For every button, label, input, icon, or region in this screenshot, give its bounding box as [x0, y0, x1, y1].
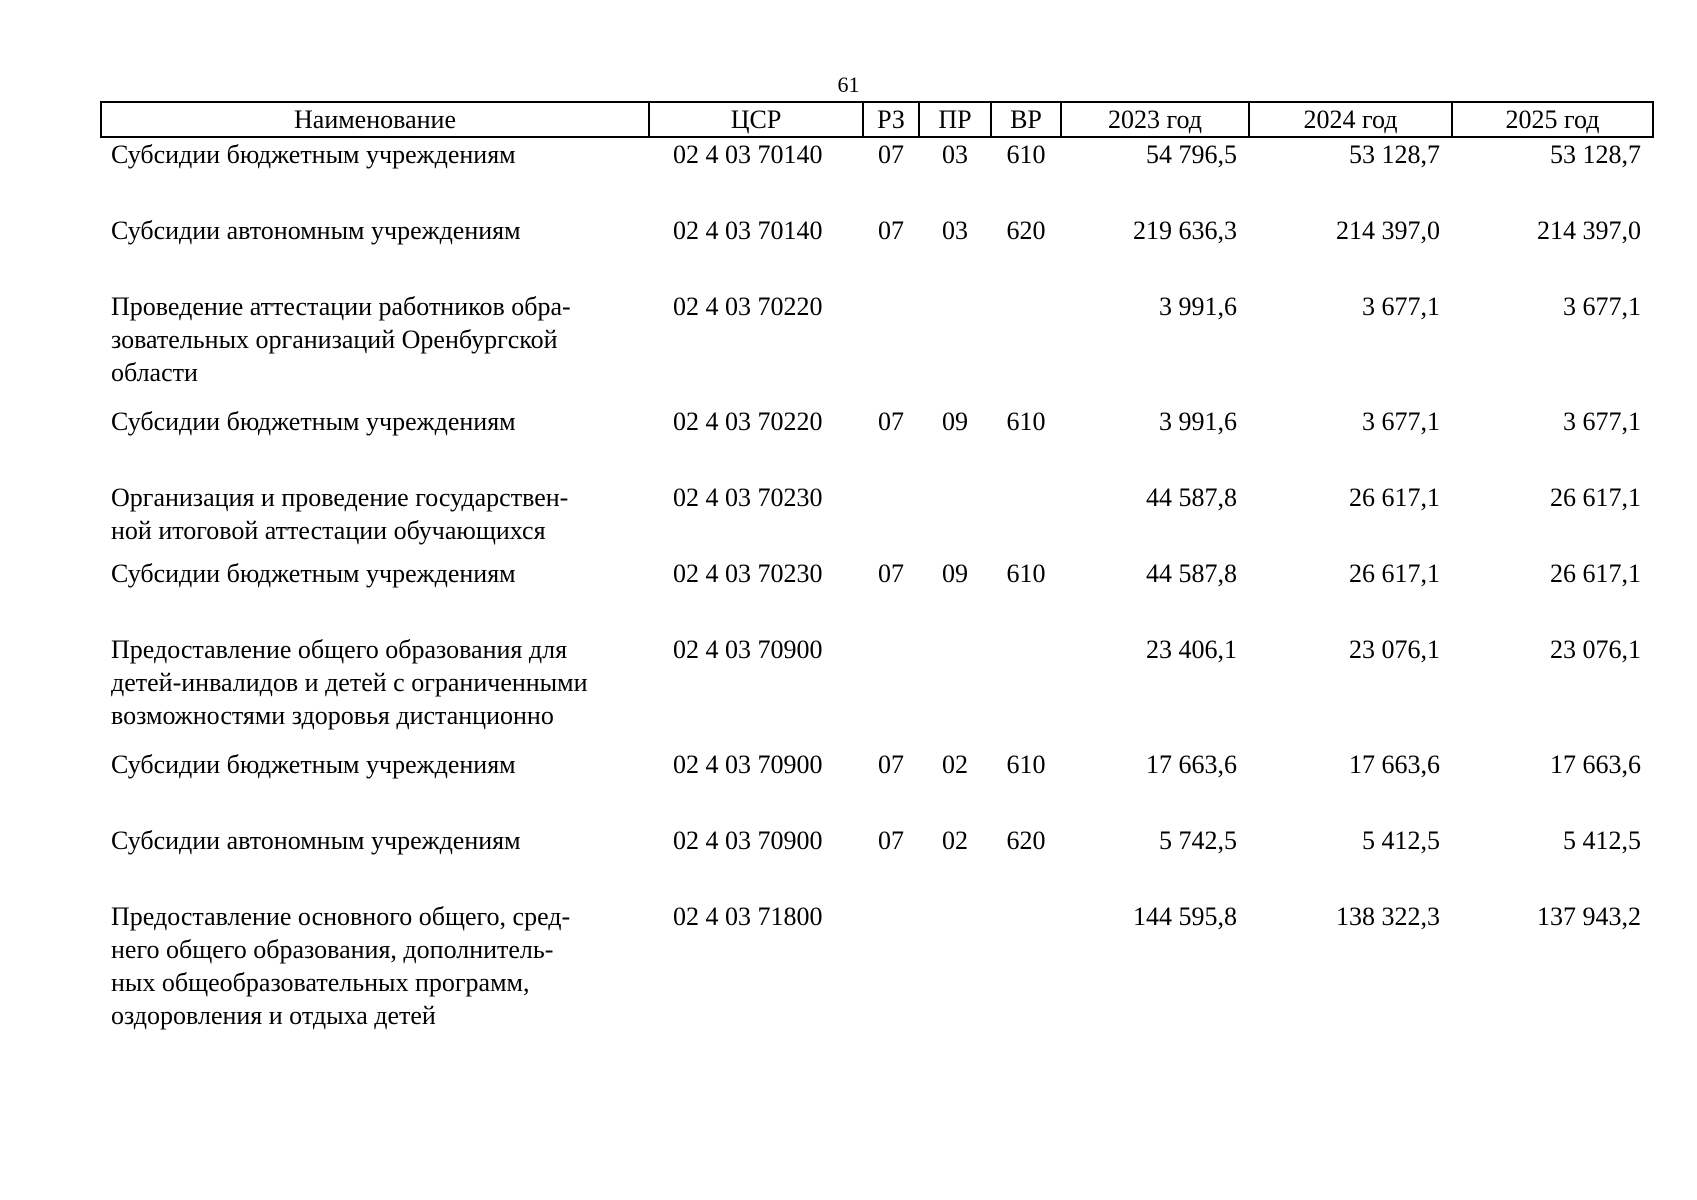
row-rz: 07 [878, 750, 904, 779]
row-name: Организация и проведение государствен- ной итоговой аттестации обучающихся [111, 483, 569, 545]
table-row [101, 633, 1653, 748]
header-rz: РЗ [863, 102, 919, 137]
row-2024: 23 076,1 [1349, 635, 1440, 664]
row-vr: 610 [1006, 407, 1046, 436]
header-name: Наименование [101, 102, 649, 137]
row-csr: 02 4 03 70900 [673, 635, 823, 664]
row-2023: 144 595,8 [1133, 902, 1237, 931]
table-row [101, 137, 1653, 214]
row-vr: 610 [1006, 559, 1046, 588]
row-2023: 219 636,3 [1133, 216, 1237, 245]
table-row [101, 900, 1653, 1032]
row-2025: 23 076,1 [1550, 635, 1641, 664]
row-vr [991, 633, 1061, 748]
row-2025: 17 663,6 [1550, 750, 1641, 779]
row-2024: 5 412,5 [1362, 826, 1440, 855]
row-pr [919, 481, 991, 557]
table-row [101, 214, 1653, 290]
row-rz: 07 [878, 826, 904, 855]
row-2025: 3 677,1 [1563, 292, 1641, 321]
header-2025: 2025 год [1452, 102, 1653, 137]
table-header-row [101, 102, 1653, 137]
header-2023: 2023 год [1061, 102, 1249, 137]
row-2023: 44 587,8 [1146, 483, 1237, 512]
row-2024: 26 617,1 [1349, 559, 1440, 588]
row-2025: 137 943,2 [1537, 902, 1641, 931]
row-2024: 3 677,1 [1362, 407, 1440, 436]
row-rz: 07 [878, 407, 904, 436]
row-name: Субсидии бюджетным учреждениям [111, 407, 516, 436]
row-pr [919, 290, 991, 405]
row-vr [991, 481, 1061, 557]
row-rz [863, 290, 919, 405]
row-csr: 02 4 03 70220 [673, 407, 823, 436]
table-row [101, 557, 1653, 633]
row-2025: 5 412,5 [1563, 826, 1641, 855]
row-2023: 3 991,6 [1159, 292, 1237, 321]
row-2024: 3 677,1 [1362, 292, 1440, 321]
row-csr: 02 4 03 70230 [673, 559, 823, 588]
row-pr [919, 900, 991, 1032]
header-csr: ЦСР [649, 102, 863, 137]
header-2024: 2024 год [1249, 102, 1452, 137]
row-csr: 02 4 03 70140 [673, 140, 823, 169]
row-2023: 17 663,6 [1146, 750, 1237, 779]
row-name: Субсидии бюджетным учреждениям [111, 559, 516, 588]
table-row [101, 824, 1653, 900]
row-vr: 620 [1006, 216, 1046, 245]
table-row [101, 481, 1653, 557]
budget-table [100, 101, 1654, 1032]
row-2025: 3 677,1 [1563, 407, 1641, 436]
row-2024: 53 128,7 [1349, 140, 1440, 169]
row-csr: 02 4 03 70900 [673, 750, 823, 779]
row-2023: 23 406,1 [1146, 635, 1237, 664]
header-vr: ВР [991, 102, 1061, 137]
row-name: Субсидии автономным учреждениям [111, 826, 521, 855]
row-csr: 02 4 03 70140 [673, 216, 823, 245]
row-2023: 3 991,6 [1159, 407, 1237, 436]
row-2024: 26 617,1 [1349, 483, 1440, 512]
row-pr: 09 [942, 407, 968, 436]
row-2023: 54 796,5 [1146, 140, 1237, 169]
row-name: Предоставление общего образования для детей-инвалидов и детей с ограниченными возможностями здоровья дистанционно [111, 635, 588, 730]
row-csr: 02 4 03 70220 [673, 292, 823, 321]
row-pr: 03 [942, 140, 968, 169]
row-rz [863, 900, 919, 1032]
row-pr: 02 [942, 750, 968, 779]
row-pr: 03 [942, 216, 968, 245]
row-name: Проведение аттестации работников обра- зовательных организаций Оренбургской области [111, 292, 571, 387]
row-name: Субсидии автономным учреждениям [111, 216, 521, 245]
row-vr [991, 290, 1061, 405]
row-2024: 138 322,3 [1336, 902, 1440, 931]
row-vr: 610 [1006, 750, 1046, 779]
table-row [101, 748, 1653, 824]
row-name: Предоставление основного общего, сред- него общего образования, дополнитель- ных общеобразовательных программ, оздоровления и отдыха детей [111, 902, 571, 1030]
row-2023: 44 587,8 [1146, 559, 1237, 588]
header-pr: ПР [919, 102, 991, 137]
row-2025: 26 617,1 [1550, 559, 1641, 588]
row-pr: 02 [942, 826, 968, 855]
row-vr: 620 [1006, 826, 1046, 855]
row-vr [991, 900, 1061, 1032]
row-rz [863, 633, 919, 748]
row-name: Субсидии бюджетным учреждениям [111, 140, 516, 169]
row-2023: 5 742,5 [1159, 826, 1237, 855]
row-csr: 02 4 03 70900 [673, 826, 823, 855]
row-vr: 610 [1006, 140, 1046, 169]
page-number: 61 [837, 72, 860, 97]
row-2025: 53 128,7 [1550, 140, 1641, 169]
table-row [101, 290, 1653, 405]
row-rz [863, 481, 919, 557]
row-rz: 07 [878, 559, 904, 588]
row-pr: 09 [942, 559, 968, 588]
row-pr [919, 633, 991, 748]
row-rz: 07 [878, 216, 904, 245]
row-2024: 214 397,0 [1336, 216, 1440, 245]
row-csr: 02 4 03 70230 [673, 483, 823, 512]
row-2025: 214 397,0 [1537, 216, 1641, 245]
row-rz: 07 [878, 140, 904, 169]
table-row [101, 405, 1653, 481]
row-csr: 02 4 03 71800 [673, 902, 823, 931]
row-name: Субсидии бюджетным учреждениям [111, 750, 516, 779]
row-2024: 17 663,6 [1349, 750, 1440, 779]
row-2025: 26 617,1 [1550, 483, 1641, 512]
